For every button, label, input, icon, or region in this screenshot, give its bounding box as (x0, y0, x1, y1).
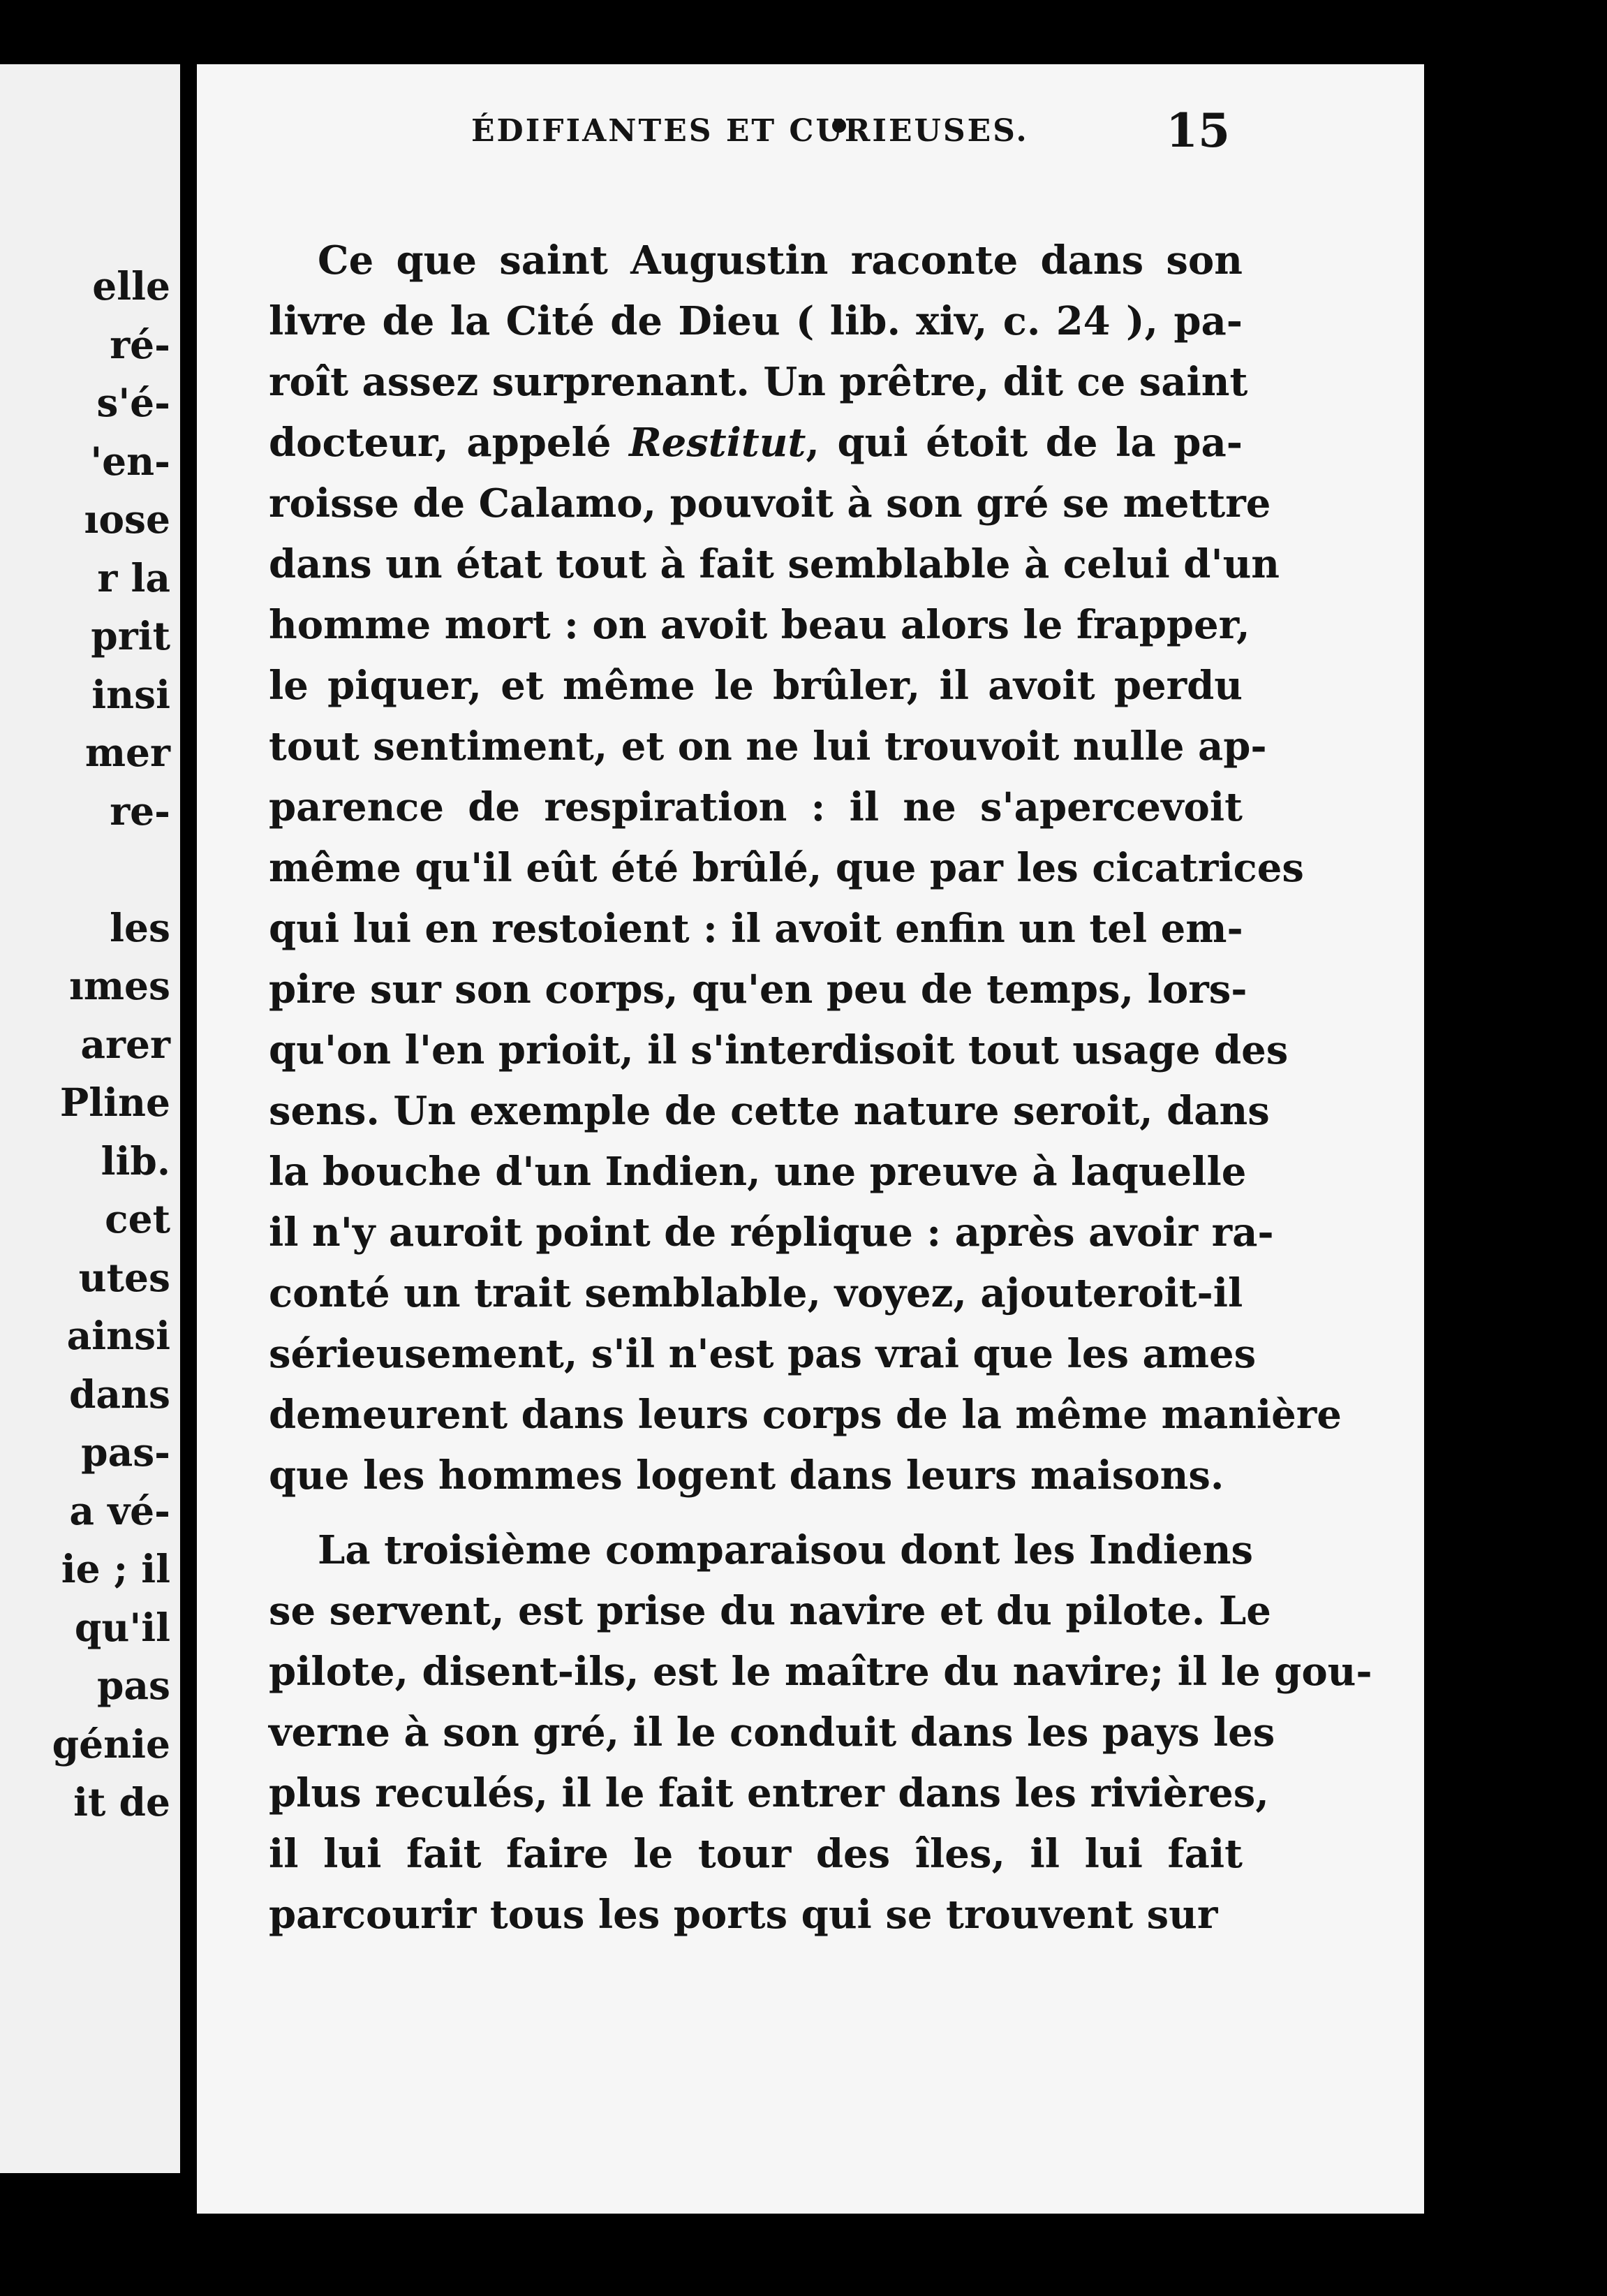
facing-page-line: cet (105, 1196, 170, 1242)
facing-page-line: s'é- (96, 380, 170, 425)
text-line: plus reculés, il le fait entrer dans les rivières, (269, 1770, 1269, 1816)
facing-page-line: pas (96, 1663, 170, 1708)
text-line: conté un trait semblable, voyez, ajouteroit-il (269, 1270, 1243, 1316)
facing-page-line: elle (92, 263, 170, 309)
facing-page-line: arer (80, 1021, 170, 1067)
italic-name: Restitut (629, 420, 806, 466)
text-line: il lui fait faire le tour des îles, il lui fait (269, 1831, 1243, 1877)
text-line: qui lui en restoient : il avoit enfin un tel em- (269, 906, 1243, 952)
text-line: qu'on l'en prioit, il s'interdisoit tout usage des (269, 1027, 1289, 1073)
facing-page-line: it de (73, 1779, 170, 1825)
facing-page-line: r la (97, 554, 170, 601)
text-line: sérieusement, s'il n'est pas vrai que les ames (269, 1331, 1257, 1377)
text-line: Ce que saint Augustin raconte dans son (318, 237, 1243, 284)
text-line: parcourir tous les ports qui se trouvent sur (269, 1892, 1218, 1938)
facing-page-line: insi (91, 671, 170, 717)
text-line: il n'y auroit point de réplique : après avoir ra- (269, 1209, 1274, 1256)
facing-page-line: dans (68, 1371, 170, 1417)
running-header (269, 103, 1243, 159)
facing-page-line: ainsi (66, 1313, 170, 1358)
facing-page-line: a vé- (69, 1487, 170, 1533)
text-line: même qu'il eût été brûlé, que par les cicatrices (269, 845, 1304, 891)
text-line: pire sur son corps, qu'en peu de temps, lors- (269, 966, 1247, 1013)
text-line: homme mort : on avoit beau alors le frapper, (269, 602, 1250, 648)
facing-page-line: mer (84, 730, 170, 775)
text-line: livre de la Cité de Dieu ( lib. xiv, c. 24 ), pa- (269, 298, 1243, 344)
facing-page-line: re- (110, 788, 170, 834)
running-title: ÉDIFIANTES ET CURIEUSES. (471, 113, 1029, 149)
facing-page-fragment (0, 64, 180, 2173)
facing-page-line: pas- (81, 1429, 170, 1475)
text-line: tout sentiment, et on ne lui trouvoit nulle ap- (269, 723, 1267, 770)
text-line: sens. Un exemple de cette nature seroit, dans (269, 1088, 1270, 1134)
facing-page-line: Pline (59, 1080, 170, 1125)
body-text (269, 230, 1372, 1945)
text-line: roît assez surprenant. Un prêtre, dit ce saint (269, 359, 1248, 405)
text-line: demeurent dans leurs corps de la même manière (269, 1392, 1342, 1438)
facing-page-line: prit (91, 613, 170, 658)
paragraph-1 (269, 230, 1342, 1506)
text-line: verne à son gré, il le conduit dans les pays les (269, 1709, 1275, 1756)
facing-page-line: utes (78, 1254, 170, 1300)
text-line: pilote, disent-ils, est le maître du navire; il le gou- (269, 1649, 1372, 1695)
facing-page-line: ré- (110, 321, 170, 367)
facing-page-line: ie ; il (61, 1546, 170, 1591)
text-segment: docteur, appelé (269, 420, 630, 466)
text-segment: , qui étoit de la pa- (806, 420, 1243, 466)
facing-page-line: qu'il (74, 1604, 170, 1650)
text-line: que les hommes logent dans leurs maisons. (269, 1452, 1224, 1499)
facing-page-line: ıose (84, 496, 170, 542)
text-line: le piquer, et même le brûler, il avoit perdu (269, 663, 1243, 709)
facing-page-line: lib. (101, 1138, 170, 1184)
facing-page-line: génie (52, 1721, 170, 1767)
text-line: la bouche d'un Indien, une preuve à laquelle (269, 1149, 1247, 1195)
paragraph-2 (269, 1520, 1372, 1945)
text-line: roisse de Calamo, pouvoit à son gré se mettre (269, 480, 1271, 527)
text-line: La troisième comparaisou dont les Indiens (318, 1527, 1253, 1573)
facing-page-line: les (110, 904, 170, 950)
text-line: parence de respiration : il ne s'apercevoit (269, 784, 1243, 830)
page-number: 15 (1166, 103, 1230, 158)
text-line: se servent, est prise du navire et du pilote. Le (269, 1588, 1271, 1634)
facing-page-line: ımes (68, 963, 170, 1008)
facing-page-line: 'en- (90, 438, 170, 484)
text-line (269, 413, 1243, 473)
text-line: dans un état tout à fait semblable à celui d'un (269, 541, 1280, 587)
